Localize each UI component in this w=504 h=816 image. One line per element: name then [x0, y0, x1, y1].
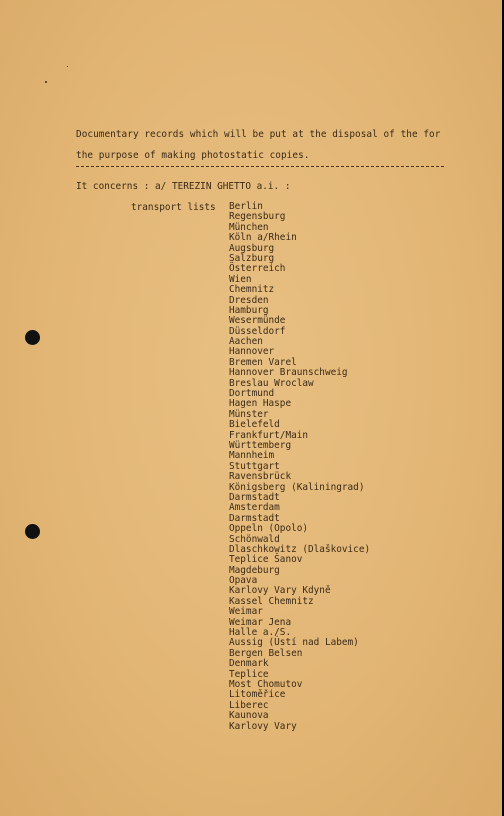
dashed-divider	[76, 166, 444, 167]
city-list-item: Magdeburg	[229, 564, 280, 576]
city-list-item: Weimar	[229, 606, 263, 618]
city-list-item: Ravensbrück	[229, 471, 292, 483]
city-list-item: Opava	[229, 575, 258, 587]
city-list-item: Münster	[229, 408, 269, 420]
city-list-item: Breslau Wroclaw	[229, 377, 314, 389]
city-list-item: Wesermünde	[229, 315, 286, 327]
city-list-item: Chemnitz	[229, 284, 275, 296]
city-list-item: Karlovy Vary Kdyně	[229, 585, 331, 597]
city-list-item: Köln a/Rhein	[229, 232, 297, 244]
city-list-item: Oppeln (Opolo)	[229, 523, 309, 535]
city-list-item: Württemberg	[229, 439, 292, 451]
city-list-item: Regensburg	[229, 211, 286, 223]
city-list-item: Dortmund	[229, 388, 275, 400]
city-list-item: Aussig (Ústí nad Labem)	[229, 637, 359, 649]
city-list-item: Bremen Varel	[229, 356, 297, 368]
city-list-item: Königsberg (Kaliningrad)	[229, 481, 365, 493]
city-list-item: Frankfurt/Main	[229, 429, 309, 441]
city-list-item: Mannheim	[229, 450, 275, 462]
city-list-item: Darmstadt	[229, 512, 280, 524]
city-list-item: Hamburg	[229, 304, 269, 316]
city-list-item: Salzburg	[229, 252, 275, 264]
city-list-item: Bergen Belsen	[229, 647, 303, 659]
city-list-item: Darmstadt	[229, 491, 280, 503]
city-list-item: München	[229, 221, 269, 233]
city-list	[229, 202, 370, 732]
city-list-item: Berlin	[229, 201, 263, 212]
city-list-item: Kaunova	[229, 710, 269, 722]
city-list-item: Hagen Haspe	[229, 398, 292, 410]
punch-hole	[25, 330, 40, 345]
city-list-item: Schönwald	[229, 533, 280, 545]
city-list-item: Karlovy Vary	[229, 720, 297, 732]
concerns-line: It concerns : a/ TEREZIN GHETTO a.i. :	[76, 181, 291, 192]
city-list-item: Halle a./S.	[229, 627, 292, 639]
city-list-item: Amsterdam	[229, 502, 280, 514]
city-list-item: Hannover Braunschweig	[229, 367, 348, 379]
heading-line-1: Documentary records which will be put at the disposal of the for	[76, 129, 441, 140]
city-list-item: Augsburg	[229, 242, 275, 254]
city-list-item: Denmark	[229, 658, 269, 670]
transport-lists-label: transport lists	[131, 202, 216, 213]
city-list-item: Aachen	[229, 336, 263, 348]
city-list-item: Most Chomutov	[229, 678, 303, 690]
punch-hole	[25, 524, 40, 539]
city-list-item: Weimar Jena	[229, 616, 292, 628]
city-list-item: Kassel Chemnitz	[229, 595, 314, 607]
city-list-item: Dlaschkowitz (Dlaškovice)	[229, 543, 371, 555]
city-list-item: Teplice	[229, 668, 269, 680]
city-list-item: Litoměřice	[229, 689, 286, 701]
city-list-item: Bielefeld	[229, 419, 280, 431]
city-list-item: Hannover	[229, 346, 275, 358]
city-list-item: Liberec	[229, 699, 269, 711]
city-list-item: Österreich	[229, 263, 286, 275]
city-list-item: Dresden	[229, 294, 269, 306]
paper-speck	[45, 81, 47, 83]
city-list-item: Düsseldorf	[229, 325, 286, 337]
city-list-item: Wien	[229, 273, 252, 285]
city-list-item: Stuttgart	[229, 460, 280, 472]
paper-speck	[67, 66, 68, 67]
city-list-item: Teplice Šanov	[229, 554, 303, 566]
heading-line-2: the purpose of making photostatic copies.	[76, 150, 310, 161]
